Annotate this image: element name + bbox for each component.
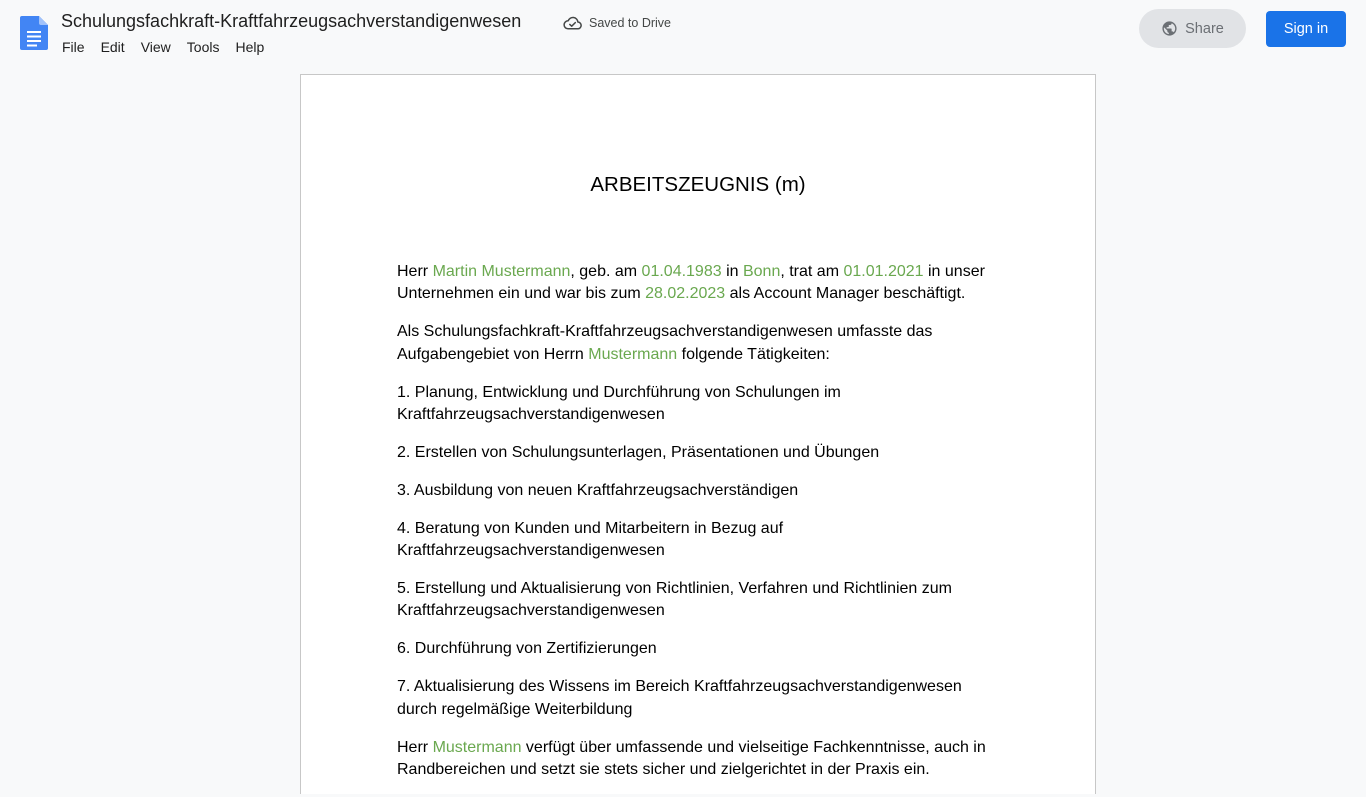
employee-surname: Mustermann — [432, 738, 522, 756]
save-status-label: Saved to Drive — [589, 16, 671, 30]
tasks-intro-paragraph — [397, 321, 997, 366]
text-span: folgende Tätigkeiten: — [677, 345, 830, 363]
task-item-6: 6. Durchführung von Zertifizierungen — [397, 640, 657, 658]
menu-view[interactable]: View — [140, 39, 171, 55]
menu-bar — [54, 36, 272, 58]
text-span: in unser Unternehmen ein und war bis zum — [397, 263, 985, 303]
share-button-label: Share — [1185, 20, 1224, 37]
document-heading: ARBEITSZEUGNIS (m) — [590, 173, 806, 196]
menu-help[interactable]: Help — [235, 39, 265, 55]
document-title[interactable]: Schulungsfachkraft-Kraftfahrzeugsachverstandigenwesen — [61, 11, 522, 31]
task-item-3: 3. Ausbildung von neuen Kraftfahrzeugsachverständigen — [397, 481, 799, 499]
text-span: verfügt über umfassende und vielseitige Fachkenntnisse, auch in Randbereichen und setzt sie stets sicher und zielgerichtet in der Praxis ein. — [397, 738, 986, 778]
text-span: als Account Manager beschäftigt. — [725, 285, 966, 303]
text-span: in — [721, 263, 743, 280]
task-item-2: 2. Erstellen von Schulungsunterlagen, Präsentationen und Übungen — [397, 443, 880, 461]
task-item-4: 4. Beratung von Kunden und Mitarbeitern in Bezug auf Kraftfahrzeugsachverstandigenwesen — [397, 519, 784, 560]
task-item-7: 7. Aktualisierung des Wissens im Bereich Kraftfahrzeugsachverstandigenwesen durch regelmäßige Weiterbildung — [397, 678, 962, 718]
text-span: Als Schulungsfachkraft-Kraftfahrzeugsachverstandigenwesen umfasste das Aufgabengebiet von Herrn — [397, 323, 933, 363]
text-span: Herr — [397, 738, 433, 756]
app-header — [0, 0, 1366, 64]
google-docs-icon[interactable] — [20, 16, 48, 50]
start-date: 01.01.2021 — [843, 263, 924, 280]
task-item-5: 5. Erstellung und Aktualisierung von Richtlinien, Verfahren und Richtlinien zum Kraftfahrzeugsachverstandigenwesen — [397, 580, 952, 620]
menu-tools[interactable]: Tools — [186, 39, 220, 55]
menu-edit[interactable]: Edit — [100, 39, 125, 55]
save-status[interactable] — [563, 14, 671, 32]
birth-city: Bonn — [742, 263, 781, 280]
globe-icon — [1161, 20, 1178, 37]
text-span: , trat am — [780, 263, 844, 280]
text-span: , geb. am — [570, 263, 642, 280]
document-body — [397, 261, 997, 797]
task-item-1: 1. Planung, Entwicklung und Durchführung von Schulungen im Kraftfahrzeugsachverstandigenwesen — [397, 383, 841, 423]
end-date: 28.02.2023 — [645, 285, 726, 303]
skills-paragraph — [397, 737, 997, 782]
cloud-saved-icon — [563, 16, 582, 30]
employee-name: Martin Mustermann — [432, 263, 571, 280]
share-button[interactable] — [1139, 9, 1246, 48]
employee-surname: Mustermann — [588, 345, 678, 363]
sign-in-button[interactable]: Sign in — [1266, 11, 1346, 47]
document-page[interactable] — [300, 74, 1096, 794]
menu-file[interactable]: File — [62, 39, 85, 55]
intro-paragraph — [397, 261, 997, 306]
text-span: Herr — [397, 263, 433, 280]
birth-date: 01.04.1983 — [641, 263, 722, 280]
